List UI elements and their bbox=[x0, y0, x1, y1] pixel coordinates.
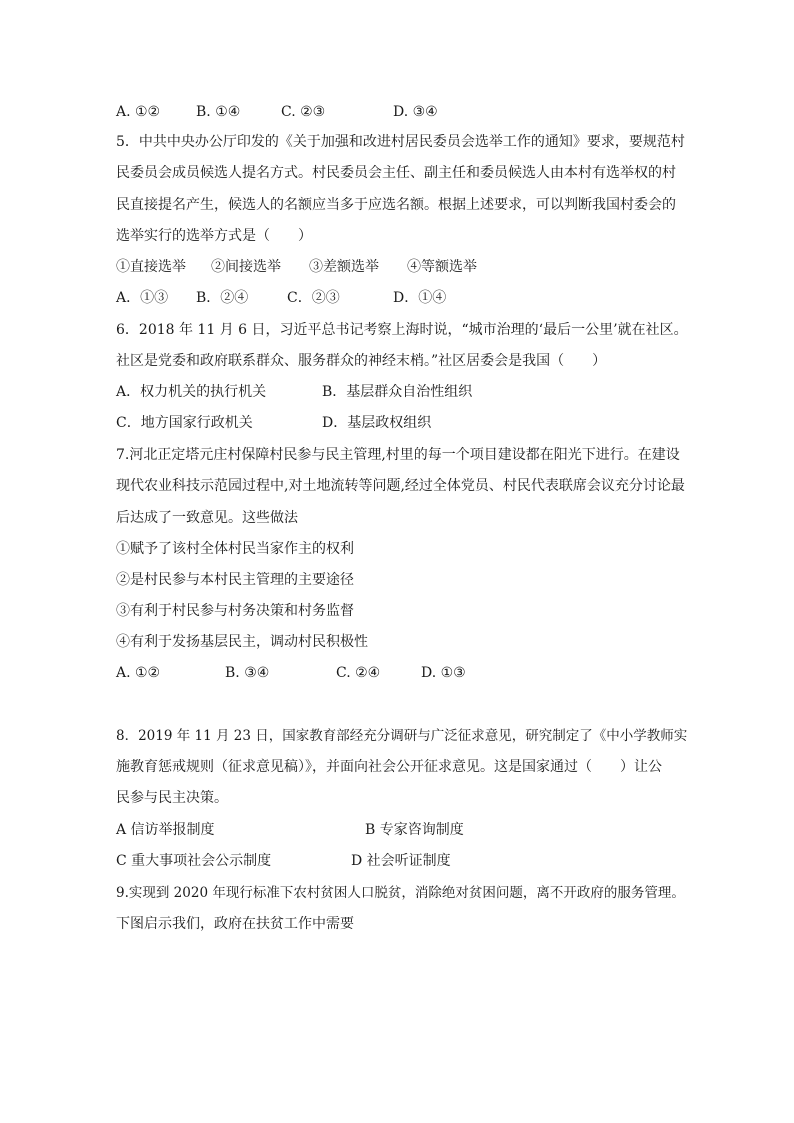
q6-option-c: C．地方国家行政机关 bbox=[116, 415, 253, 431]
q5-item-3: ③差额选举 bbox=[309, 259, 379, 275]
q7-option-c: C. ②④ bbox=[336, 665, 381, 681]
q5-option-c: C．②③ bbox=[287, 290, 340, 306]
q7-item-2: ②是村民参与本村民主管理的主要途径 bbox=[116, 572, 354, 588]
q8-option-c: C 重大事项社会公示制度 bbox=[116, 853, 272, 869]
q5-item-1: ①直接选举 bbox=[116, 259, 186, 275]
q9-stem-line-1: 9.实现到 2020 年现行标准下农村贫困人口脱贫，消除绝对贫困问题，离不开政府的服务管理。 bbox=[116, 885, 685, 901]
q5-stem-line-1: 5．中共中央办公厅印发的《关于加强和改进村居民委员会选举工作的通知》要求，要规范村 bbox=[116, 134, 685, 150]
q4-option-c: C. ②③ bbox=[281, 104, 326, 120]
q5-option-b: B．②④ bbox=[196, 290, 249, 306]
q7-option-d: D. ①③ bbox=[421, 665, 466, 681]
q7-stem-line-3: 后达成了一致意见。这些做法 bbox=[116, 510, 298, 526]
q7-item-3: ③有利于村民参与村务决策和村务监督 bbox=[116, 603, 354, 619]
q8-option-d: D 社会听证制度 bbox=[351, 853, 451, 869]
q8-option-b: B 专家咨询制度 bbox=[365, 822, 464, 838]
q7-option-a: A. ①② bbox=[116, 665, 161, 681]
q4-option-b: B. ①④ bbox=[196, 104, 241, 120]
q5-item-2: ②间接选举 bbox=[211, 259, 281, 275]
q8-stem-line-2: 施教育惩戒规则（征求意见稿）》，并面向社会公开征求意见。这是国家通过（ ）让公 bbox=[116, 759, 662, 775]
q6-option-b: B．基层群众自治性组织 bbox=[322, 384, 473, 400]
q5-stem-line-4: 选举实行的选举方式是（ ） bbox=[116, 228, 312, 244]
q6-option-a: A．权力机关的执行机关 bbox=[116, 384, 267, 400]
q7-item-4: ④有利于发扬基层民主，调动村民积极性 bbox=[116, 634, 368, 650]
q7-item-1: ①赋予了该村全体村民当家作主的权利 bbox=[116, 541, 354, 557]
q6-stem-line-2: 社区是党委和政府联系群众、服务群众的神经末梢。”社区居委会是我国（ ） bbox=[116, 353, 607, 369]
q4-option-d: D. ③④ bbox=[393, 104, 438, 120]
q5-stem-line-2: 民委员会成员候选人提名方式。村民委员会主任、副主任和委员候选人由本村有选举权的村 bbox=[116, 165, 676, 181]
q4-option-a: A. ①② bbox=[116, 104, 161, 120]
q5-option-d: D．①④ bbox=[393, 290, 447, 306]
q6-stem-line-1: 6．2018 年 11 月 6 日，习近平总书记考察上海时说，“城市治理的‘最后一公里’就在社区。 bbox=[116, 322, 688, 338]
q8-option-a: A 信访举报制度 bbox=[116, 822, 215, 838]
q8-stem-line-1: 8．2019 年 11 月 23 日，国家教育部经充分调研与广泛征求意见，研究制定了《中小学教师实 bbox=[116, 728, 688, 744]
q9-stem-line-2: 下图启示我们，政府在扶贫工作中需要 bbox=[116, 916, 354, 932]
q6-option-d: D．基层政权组织 bbox=[322, 415, 432, 431]
q5-stem-line-3: 民直接提名产生，候选人的名额应当多于应选名额。根据上述要求，可以判断我国村委会的 bbox=[116, 197, 676, 213]
q7-stem-line-1: 7.河北正定塔元庄村保障村民参与民主管理,村里的每一个项目建设都在阳光下进行。在建设 bbox=[116, 447, 680, 463]
q8-stem-line-3: 民参与民主决策。 bbox=[116, 790, 228, 806]
q7-option-b: B. ③④ bbox=[225, 665, 270, 681]
q7-stem-line-2: 现代农业科技示范园过程中,对土地流转等问题,经过全体党员、村民代表联席会议充分讨论最 bbox=[116, 478, 685, 494]
q5-option-a: A．①③ bbox=[116, 290, 169, 306]
q5-item-4: ④等额选举 bbox=[407, 259, 477, 275]
